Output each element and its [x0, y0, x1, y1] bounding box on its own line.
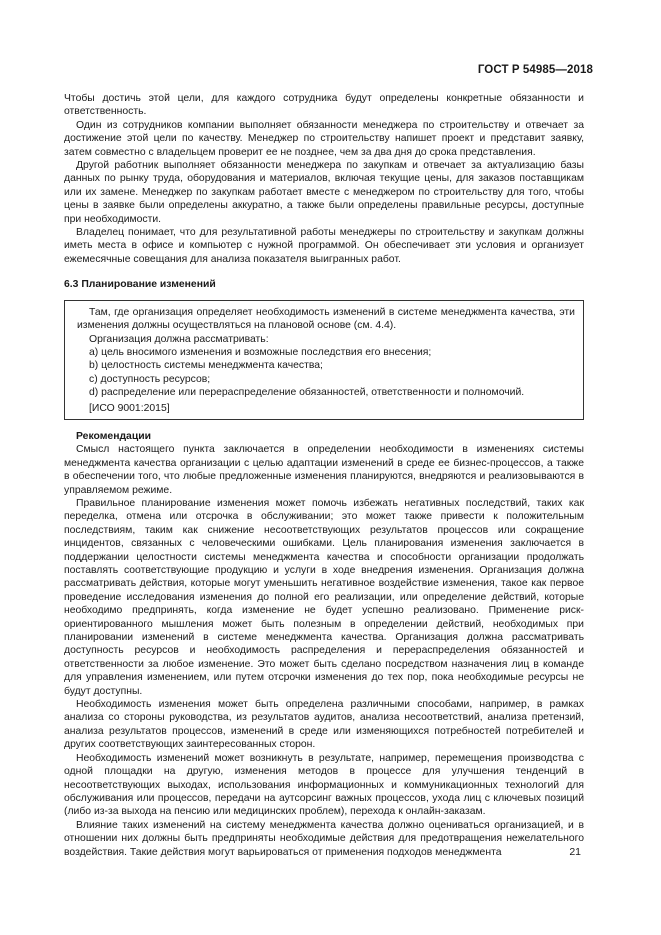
intro-paragraph: Один из сотрудников компании выполняет обязанности менеджера по строительству и отвечает за достижение этой цели по качеству. Менеджер по строительству напишет проект и представит заявку, затем совместно с владельцем проверит ее не позднее, чем за два дня до срока представления. — [64, 119, 584, 158]
quote-list-item: a) цель вносимого изменения и возможные последствия его внесения; — [89, 346, 432, 358]
quote-list-item: d) распределение или перераспределение обязанностей, ответственности и полномочий. — [89, 387, 525, 399]
recommendations-title: Рекомендации — [76, 430, 152, 442]
recommendation-paragraph: Смысл настоящего пункта заключается в определении необходимости в изменениях системы менеджмента качества организации с целью адаптации изменений в среде ее бизнес-процессов, а также в обеспечении того, что любые предложенные изменения планируются, внедряются и реализовываются в управляемом режиме. — [64, 444, 584, 496]
page-number: 21 — [569, 846, 581, 858]
recommendation-paragraph: Необходимость изменений может возникнуть в результате, например, перемещения производства с одной площадки на другую, изменения методов в процессе для улучшения тенденций в несоответствующих выходах, использования информационных и коммуникационных технологий для обслуживания или процессов, передачи на аутсорсинг важных процессов, ухода лиц с ключевых позиций (либо из-за выхода на пенсию или медицинских проблем), перехода к онлайн-заказам. — [64, 752, 584, 818]
standard-header: ГОСТ Р 54985—2018 — [477, 64, 593, 76]
recommendation-paragraph: Правильное планирование изменения может помочь избежать негативных последствий, таких как переделка, отмена или отсрочка в обслуживании; это может также привести к положительным последствиям, таким как снижение несоответствующих результатов процессов или сокращение инцидентов, связанных с человеческими ошибками. Цель планирования изменения заключается в поддержании целостности системы менеджмента качества и способности организации продолжать поставлять соответствующие продукцию и услуги в ходе внедрения изменения. Организация должна рассматривать действия, которые могут уменьшить негативное воздействие изменения, такое как первое проведение исследования изменения до полной его реализации, или определение действий, которые необходимо предпринять, когда изменение не будет успешно реализовано. Применение риск-ориентированного мышления может быть полезным в определении действий, необходимых при планировании изменений в системе менеджмента качества. Организация должна рассматривать доступность ресурсов и необходимость распределения и перераспределения обязанностей и ответственности за любое изменение. Это может быть сделано посредством назначения лиц в команде для управления изменением, или путем отсрочки изменения до тех пор, пока необходимые ресурсы не будут доступны. — [64, 497, 584, 697]
quote-lead: Организация должна рассматривать: — [89, 333, 269, 345]
quote-list-item: c) доступность ресурсов; — [89, 373, 211, 385]
intro-paragraph: Чтобы достичь этой цели, для каждого сотрудника будут определены конкретные обязанности и ответственность. — [64, 93, 584, 118]
recommendation-paragraph: Необходимость изменения может быть определена различными способами, например, в рамках анализа со стороны руководства, из результатов аудитов, анализа несоответствий, анализа претензий, анализа результатов процессов, изменений в среде или изменяющихся потребностей потребителей и других соответствующих заинтересованных сторон. — [64, 699, 584, 751]
section-title: 6.3 Планирование изменений — [64, 279, 216, 291]
standard-quote-box — [64, 300, 584, 420]
intro-paragraph: Другой работник выполняет обязанности менеджера по закупкам и отвечает за актуализацию базы данных по рынку труда, оборудования и материалов, включая текущие цены, для заказов поставщикам или их замене. Менеджер по закупкам работает вместе с менеджером по строительству для того, чтобы цены в заявке были определены аккуратно, а также были определены правильные ресурсы, доступные при необходимости. — [64, 160, 584, 225]
page-content — [64, 92, 584, 859]
quote-reference: [ИСО 9001:2015] — [89, 402, 170, 414]
quote-intro: Там, где организация определяет необходимость изменений в системе менеджмента качества, эти изменения должны осуществляться на плановой основе (см. 4.4). — [77, 306, 575, 332]
quote-list-item: b) целостность системы менеджмента качества; — [89, 360, 323, 372]
recommendation-paragraph: Влияние таких изменений на систему менеджмента качества должно оцениваться организацией, и в отношении них должны быть предприняты необходимые действия для предотвращения нежелательного воздействия. Такие действия могут варьироваться от применения подходов менеджмента — [64, 819, 584, 858]
intro-paragraph: Владелец понимает, что для результативной работы менеджеры по строительству и закупкам должны иметь места в офисе и компьютер с нужной программой. Он обеспечивает эти условия и организует ежемесячные совещания для анализа показателя выигранных работ. — [64, 227, 584, 265]
